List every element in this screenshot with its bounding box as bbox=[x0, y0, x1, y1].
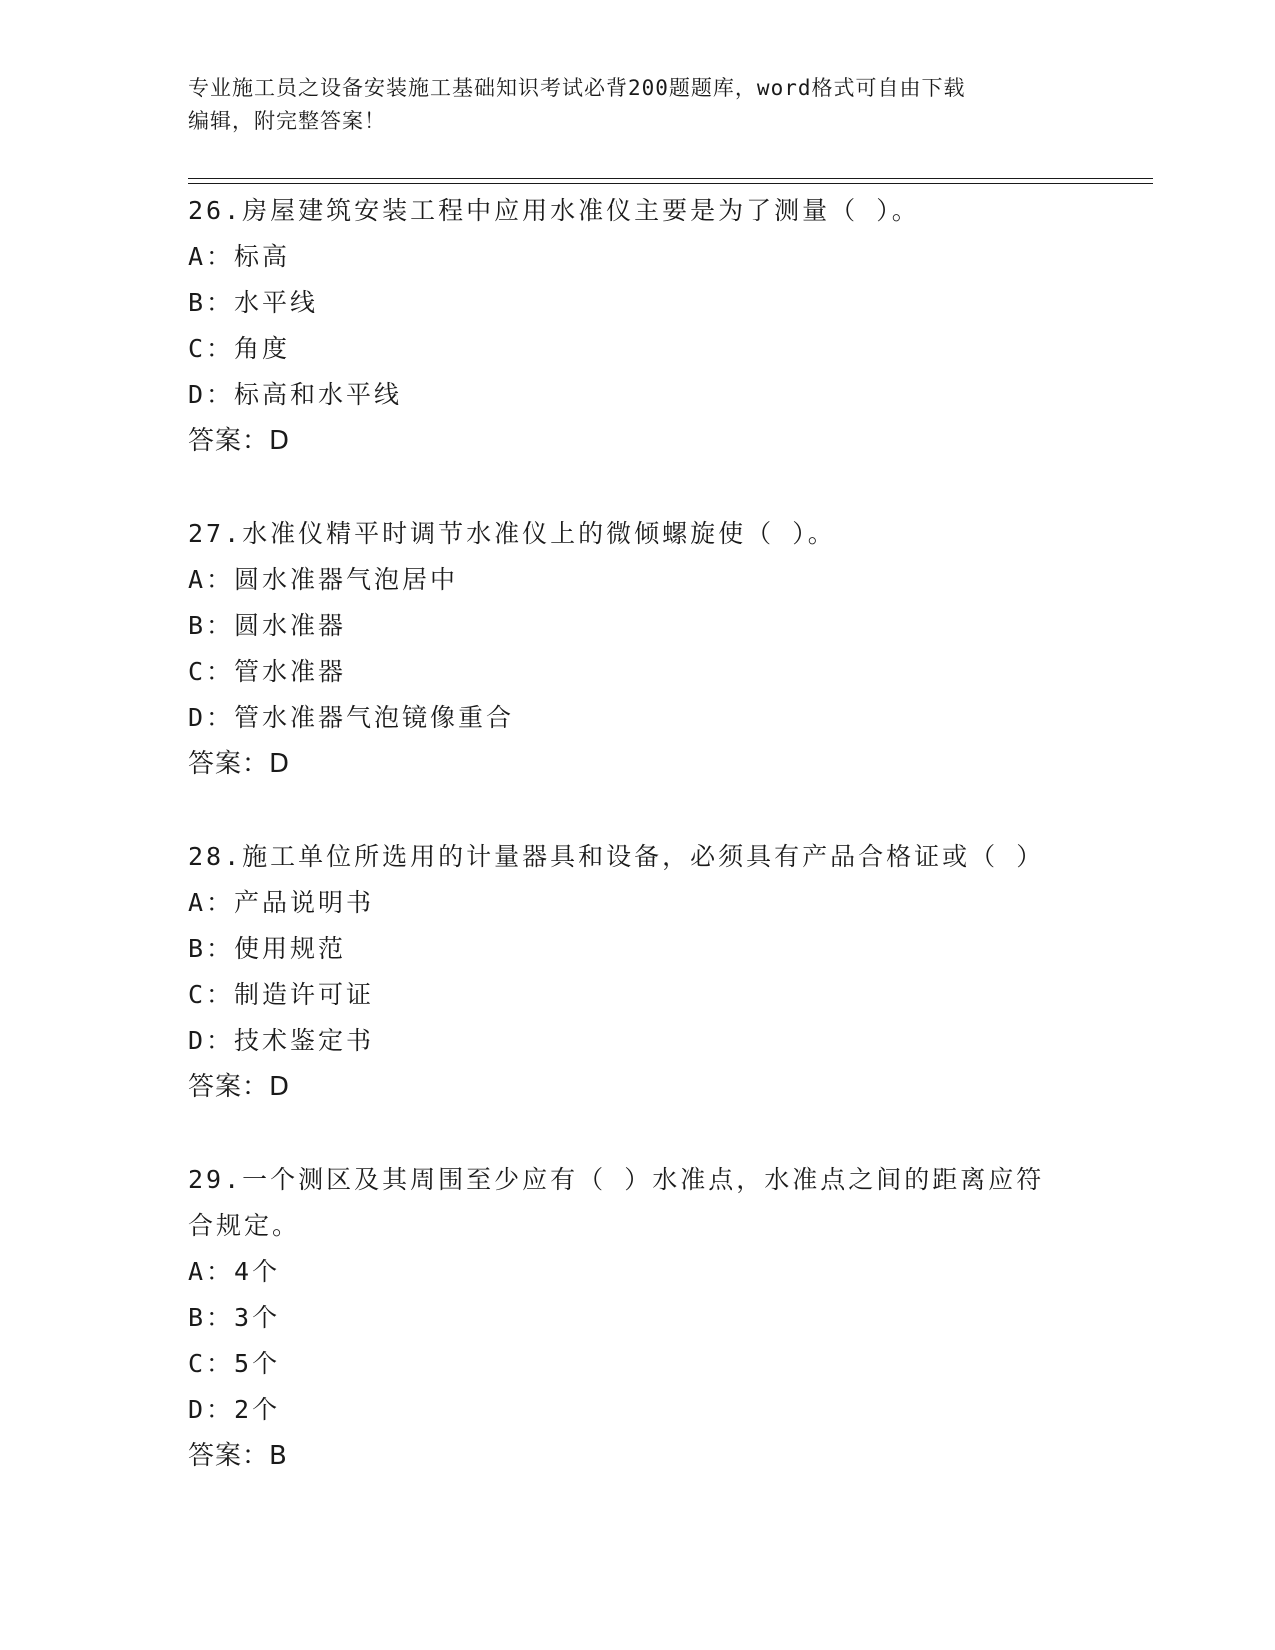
header-divider-top bbox=[188, 178, 1153, 179]
question-stem bbox=[188, 834, 1088, 880]
question-stem-line: 27.水准仪精平时调节水准仪上的微倾螺旋使（ ）。 bbox=[188, 519, 836, 548]
question-stem bbox=[188, 511, 1088, 557]
header-divider-bottom bbox=[188, 183, 1153, 184]
answer: 答案：D bbox=[188, 749, 291, 779]
question-stem bbox=[188, 1157, 1088, 1249]
option-a: A：标高 bbox=[188, 242, 291, 271]
question-stem bbox=[188, 188, 1088, 234]
question-stem-line: 合规定。 bbox=[188, 1211, 301, 1240]
document-header bbox=[188, 72, 1088, 138]
question-list bbox=[188, 188, 1088, 1526]
option-b: B：3个 bbox=[188, 1303, 281, 1332]
option-a: A：产品说明书 bbox=[188, 888, 375, 917]
header-line-2: 编辑，附完整答案！ bbox=[188, 109, 386, 133]
option-c: C：5个 bbox=[188, 1349, 281, 1378]
option-d: D：管水准器气泡镜像重合 bbox=[188, 703, 515, 732]
question-stem-line: 26.房屋建筑安装工程中应用水准仪主要是为了测量（ ）。 bbox=[188, 196, 920, 225]
answer: 答案：B bbox=[188, 1441, 288, 1471]
option-a: A：4个 bbox=[188, 1257, 281, 1286]
option-b: B：使用规范 bbox=[188, 934, 347, 963]
option-d: D：标高和水平线 bbox=[188, 380, 403, 409]
answer: 答案：D bbox=[188, 1072, 291, 1102]
option-d: D：2个 bbox=[188, 1395, 281, 1424]
question-26 bbox=[188, 188, 1088, 464]
option-a: A：圆水准器气泡居中 bbox=[188, 565, 459, 594]
question-stem-line: 29.一个测区及其周围至少应有（ ）水准点，水准点之间的距离应符 bbox=[188, 1165, 1045, 1194]
option-b: B：圆水准器 bbox=[188, 611, 347, 640]
question-stem-line: 28.施工单位所选用的计量器具和设备，必须具有产品合格证或（ ） bbox=[188, 842, 1045, 871]
option-c: C：角度 bbox=[188, 334, 291, 363]
question-28 bbox=[188, 834, 1088, 1110]
question-27 bbox=[188, 511, 1088, 787]
option-c: C：管水准器 bbox=[188, 657, 347, 686]
header-line-1: 专业施工员之设备安装施工基础知识考试必背200题题库，word格式可自由下载 bbox=[188, 76, 966, 100]
option-d: D：技术鉴定书 bbox=[188, 1026, 375, 1055]
answer: 答案：D bbox=[188, 426, 291, 456]
question-29 bbox=[188, 1157, 1088, 1479]
option-b: B：水平线 bbox=[188, 288, 319, 317]
option-c: C：制造许可证 bbox=[188, 980, 375, 1009]
